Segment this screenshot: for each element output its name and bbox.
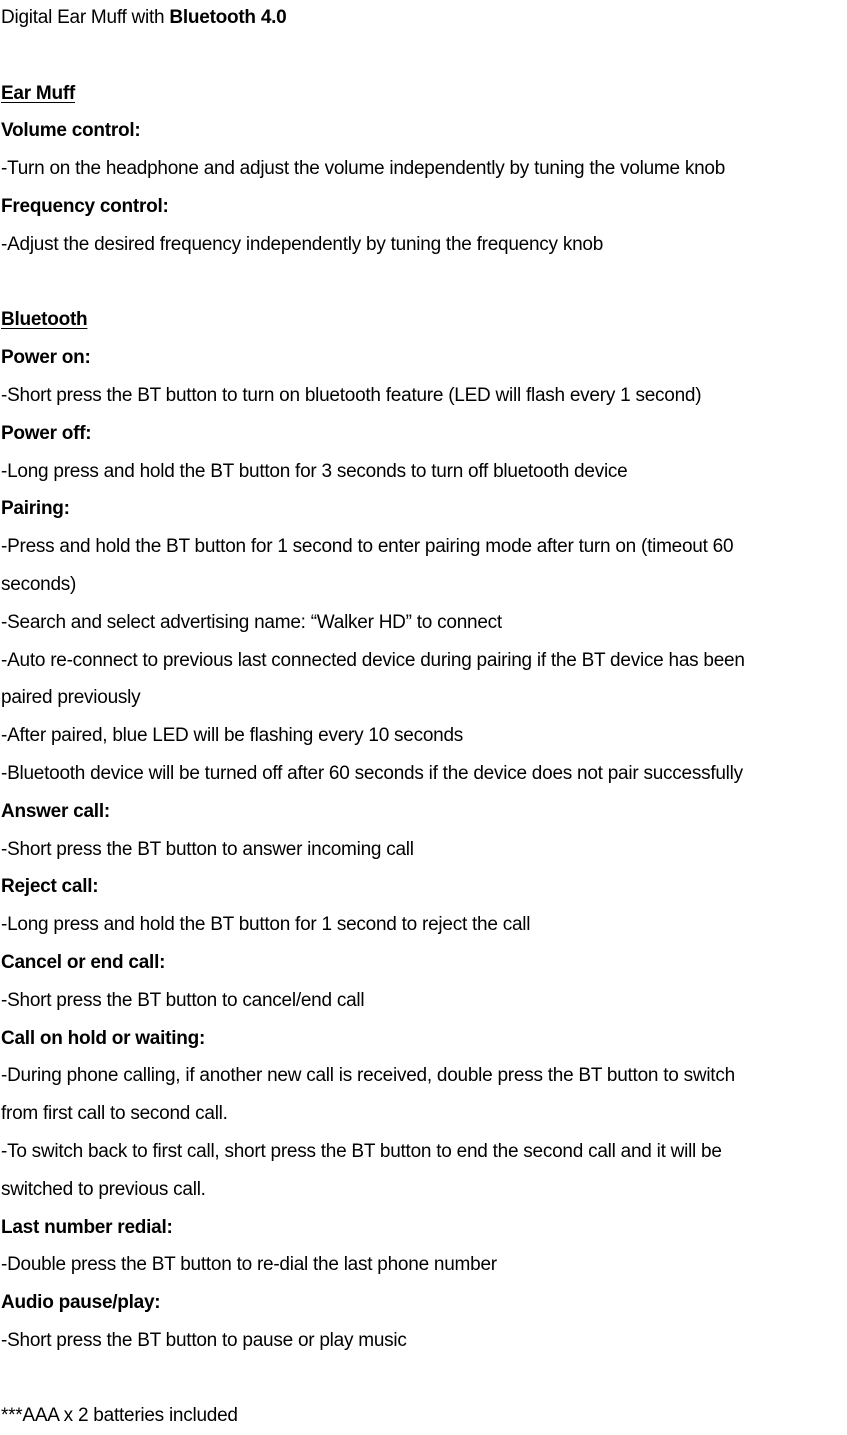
item-label: Cancel or end call: (1, 951, 166, 973)
item-text: -Short press the BT button to turn on bluetooth feature (LED will flash every 1 second) (1, 384, 702, 406)
item-text: -Press and hold the BT button for 1 second to enter pairing mode after turn on (timeout 60 (1, 536, 734, 558)
footer-note: ***AAA x 2 batteries included (1, 1405, 238, 1427)
section-heading: Ear Muff (1, 82, 75, 104)
title-highlight: Bluetooth 4.0 (169, 7, 287, 28)
item-text: -Short press the BT button to pause or play music (1, 1329, 407, 1351)
item-label: Power off: (1, 422, 92, 444)
spacer (0, 1360, 847, 1398)
item-text: -Short press the BT button to answer incoming call (1, 838, 414, 860)
section-heading: Bluetooth (1, 309, 88, 331)
item-text: -Turn on the headphone and adjust the volume independently by tuning the volume knob (1, 158, 726, 180)
item-text: from first call to second call. (1, 1103, 228, 1125)
item-text: -During phone calling, if another new call is received, double press the BT button to switch (1, 1065, 735, 1087)
item-text: -Auto re-connect to previous last connected device during pairing if the BT device has been (1, 649, 745, 671)
item-text: -To switch back to first call, short press the BT button to end the second call and it will be (1, 1140, 722, 1162)
item-text: -Long press and hold the BT button for 1 second to reject the call (1, 914, 531, 936)
item-text: switched to previous call. (1, 1178, 206, 1200)
item-label: Answer call: (1, 800, 110, 822)
item-text: -Search and select advertising name: “Walker HD” to connect (1, 611, 502, 633)
item-text: -Short press the BT button to cancel/end call (1, 989, 365, 1011)
item-text: -After paired, blue LED will be flashing every 10 seconds (1, 725, 464, 747)
spacer (0, 264, 847, 302)
item-label: Call on hold or waiting: (1, 1027, 206, 1049)
item-text: -Adjust the desired frequency independently by tuning the frequency knob (1, 233, 604, 255)
item-label: Frequency control: (1, 195, 169, 217)
section-ear-muff (0, 75, 847, 264)
item-text: seconds) (1, 573, 77, 595)
item-label: Reject call: (1, 876, 99, 898)
item-text: -Double press the BT button to re-dial the last phone number (1, 1254, 497, 1276)
item-label: Audio pause/play: (1, 1292, 161, 1314)
item-text: -Long press and hold the BT button for 3 seconds to turn off bluetooth device (1, 460, 628, 482)
spacer (0, 37, 847, 75)
section-bluetooth (0, 301, 847, 1359)
item-label: Volume control: (1, 120, 141, 142)
document-title (1, 0, 847, 37)
item-label: Last number redial: (1, 1216, 173, 1238)
title-prefix: Digital Ear Muff with (1, 7, 170, 28)
item-label: Pairing: (1, 498, 70, 520)
item-label: Power on: (1, 347, 91, 369)
item-text: paired previously (1, 687, 141, 709)
item-text: -Bluetooth device will be turned off after 60 seconds if the device does not pair successfully (1, 762, 743, 784)
